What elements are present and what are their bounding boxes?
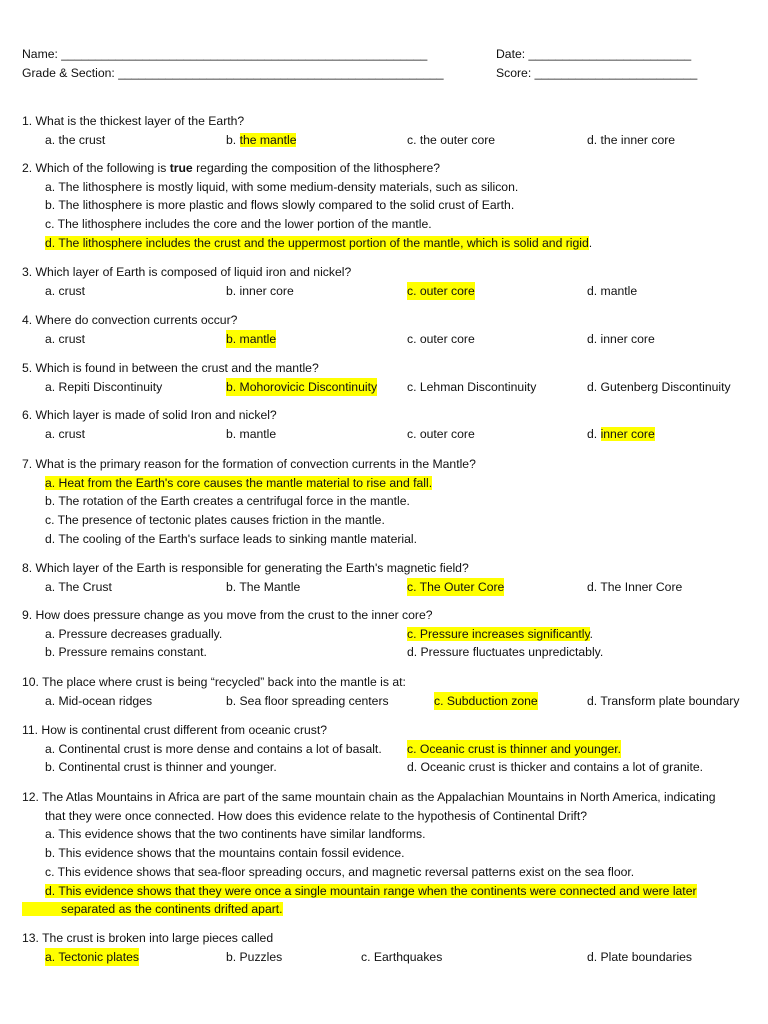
option-a[interactable]: a. crust bbox=[45, 331, 85, 346]
stem-bold: true bbox=[169, 161, 193, 175]
option-c[interactable]: c. Oceanic crust is thinner and younger. bbox=[407, 740, 621, 759]
answer-highlight: d. The lithosphere includes the crust and the uppermost portion of the mantle, which is solid and rigid bbox=[45, 235, 589, 250]
question-1 bbox=[22, 112, 754, 149]
option-b[interactable]: b. Sea floor spreading centers bbox=[226, 693, 389, 708]
option-c[interactable]: c. outer core bbox=[407, 331, 475, 346]
question-stem: 11. How is continental crust different from oceanic crust? bbox=[22, 723, 328, 737]
question-stem: 5. Which is found in between the crust and the mantle? bbox=[22, 361, 319, 375]
option-b[interactable]: b. mantle bbox=[226, 330, 276, 349]
option-d[interactable]: d. The lithosphere includes the crust and the uppermost portion of the mantle, which is solid and rigid. bbox=[45, 235, 593, 250]
question-13 bbox=[22, 929, 754, 966]
question-5 bbox=[22, 359, 754, 396]
option-b[interactable]: b. Continental crust is thinner and younger. bbox=[45, 760, 277, 775]
option-b[interactable]: b. Pressure remains constant. bbox=[45, 645, 207, 660]
question-7 bbox=[22, 455, 754, 549]
question-stem: 4. Where do convection currents occur? bbox=[22, 313, 238, 327]
option-a[interactable]: a. Pressure decreases gradually. bbox=[45, 626, 223, 641]
question-10 bbox=[22, 673, 754, 710]
question-stem: 6. Which layer is made of solid Iron and nickel? bbox=[22, 408, 277, 422]
question-stem: 2. Which of the following is true regarding the composition of the lithosphere? bbox=[22, 161, 441, 175]
option-d[interactable]: d. the inner core bbox=[587, 132, 676, 147]
option-d-cont bbox=[22, 900, 754, 919]
option-b[interactable]: b. The rotation of the Earth creates a centrifugal force in the mantle. bbox=[45, 494, 410, 509]
question-stem: 7. What is the primary reason for the formation of convection currents in the Mantle? bbox=[22, 457, 476, 471]
score-field[interactable]: Score: ________________________ bbox=[496, 66, 698, 80]
option-a[interactable]: a. the crust bbox=[45, 132, 106, 147]
option-b[interactable]: b. The Mantle bbox=[226, 579, 301, 594]
answer-highlight: a. Heat from the Earth's core causes the mantle material to rise and fall. bbox=[45, 475, 433, 490]
answer-highlight: inner core bbox=[600, 426, 655, 441]
option-d[interactable]: d. inner core bbox=[587, 331, 655, 346]
option-c[interactable]: c. Lehman Discontinuity bbox=[407, 379, 537, 394]
option-d[interactable] bbox=[22, 882, 754, 901]
option-c[interactable]: c. Subduction zone bbox=[434, 692, 538, 711]
option-a[interactable]: a. The Crust bbox=[45, 579, 112, 594]
question-stem: 8. Which layer of the Earth is responsible for generating the Earth's magnetic field? bbox=[22, 561, 469, 575]
answer-highlight: c. Pressure increases significantly bbox=[407, 626, 590, 641]
question-6 bbox=[22, 406, 754, 443]
question-stem: 1. What is the thickest layer of the Earth? bbox=[22, 114, 245, 128]
option-b[interactable]: b. This evidence shows that the mountains contain fossil evidence. bbox=[45, 846, 405, 861]
option-a[interactable]: a. Tectonic plates bbox=[45, 948, 139, 967]
option-c[interactable]: c. The lithosphere includes the core and the lower portion of the mantle. bbox=[45, 217, 432, 232]
question-4 bbox=[22, 311, 754, 348]
question-stem-cont: that they were once connected. How does this evidence relate to the hypothesis of Continental Drift? bbox=[45, 808, 587, 823]
question-stem: 10. The place where crust is being “recycled” back into the mantle is at: bbox=[22, 675, 406, 689]
question-11 bbox=[22, 721, 754, 777]
option-b[interactable]: b. The lithosphere is more plastic and flows slowly compared to the solid crust of Earth. bbox=[45, 198, 515, 213]
option-a[interactable]: a. Mid-ocean ridges bbox=[45, 693, 153, 708]
option-d[interactable]: d. Transform plate boundary bbox=[587, 693, 740, 708]
answer-highlight: d. This evidence shows that they were once a single mountain range when the continents were connected and were later bbox=[45, 883, 697, 898]
grade-section-field[interactable]: Grade & Section: ________________________________________________ bbox=[22, 66, 444, 80]
option-a[interactable]: a. This evidence shows that the two continents have similar landforms. bbox=[45, 827, 426, 842]
option-b[interactable]: b. the mantle bbox=[226, 132, 297, 147]
option-a[interactable] bbox=[22, 474, 754, 493]
option-a[interactable]: a. crust bbox=[45, 283, 85, 298]
option-d[interactable]: d. Oceanic crust is thicker and contains a lot of granite. bbox=[407, 760, 704, 775]
option-c[interactable]: c. This evidence shows that sea-floor spreading occurs, and magnetic reversal patterns exist on the sea floor. bbox=[45, 864, 635, 879]
question-stem: 9. How does pressure change as you move from the crust to the inner core? bbox=[22, 608, 433, 622]
option-a[interactable]: a. crust bbox=[45, 426, 85, 441]
option-a[interactable]: a. Repiti Discontinuity bbox=[45, 379, 163, 394]
option-c[interactable]: c. the outer core bbox=[407, 132, 496, 147]
option-d[interactable]: d. Gutenberg Discontinuity bbox=[587, 379, 731, 394]
option-a[interactable]: a. The lithosphere is mostly liquid, with some medium-density materials, such as silicon. bbox=[45, 179, 519, 194]
question-8 bbox=[22, 559, 754, 596]
question-stem: 13. The crust is broken into large pieces called bbox=[22, 931, 274, 945]
option-c[interactable]: c. The Outer Core bbox=[407, 578, 504, 597]
option-b[interactable]: b. inner core bbox=[226, 283, 294, 298]
option-d[interactable]: d. The cooling of the Earth's surface leads to sinking mantle material. bbox=[45, 531, 417, 546]
answer-highlight: the mantle bbox=[239, 132, 297, 147]
option-a[interactable]: a. Continental crust is more dense and contains a lot of basalt. bbox=[45, 741, 382, 756]
question-9 bbox=[22, 606, 754, 662]
option-d[interactable]: d. The Inner Core bbox=[587, 579, 683, 594]
option-b[interactable]: b. Mohorovicic Discontinuity bbox=[226, 378, 377, 397]
option-c[interactable]: c. outer core bbox=[407, 426, 475, 441]
question-12 bbox=[22, 788, 754, 919]
question-3 bbox=[22, 263, 754, 300]
answer-highlight: separated as the continents drifted apart. bbox=[22, 902, 283, 916]
option-c[interactable]: c. outer core bbox=[407, 282, 475, 301]
option-c[interactable]: c. The presence of tectonic plates causes friction in the mantle. bbox=[45, 513, 385, 528]
option-c[interactable]: c. Earthquakes bbox=[361, 949, 443, 964]
question-2 bbox=[22, 159, 754, 253]
date-field[interactable]: Date: ________________________ bbox=[496, 47, 692, 61]
option-b[interactable]: b. mantle bbox=[226, 426, 277, 441]
option-d[interactable]: d. Plate boundaries bbox=[587, 949, 693, 964]
option-d[interactable]: d. inner core bbox=[587, 426, 655, 441]
question-stem: 12. The Atlas Mountains in Africa are part of the same mountain chain as the Appalachian Mountains in North America, indicating bbox=[22, 790, 716, 804]
name-field[interactable]: Name: ______________________________________________________ bbox=[22, 47, 428, 61]
option-c[interactable]: c. Pressure increases significantly. bbox=[407, 626, 594, 641]
option-b[interactable]: b. Puzzles bbox=[226, 949, 283, 964]
question-stem: 3. Which layer of Earth is composed of liquid iron and nickel? bbox=[22, 265, 352, 279]
option-d[interactable]: d. Pressure fluctuates unpredictably. bbox=[407, 645, 604, 660]
option-d[interactable]: d. mantle bbox=[587, 283, 638, 298]
